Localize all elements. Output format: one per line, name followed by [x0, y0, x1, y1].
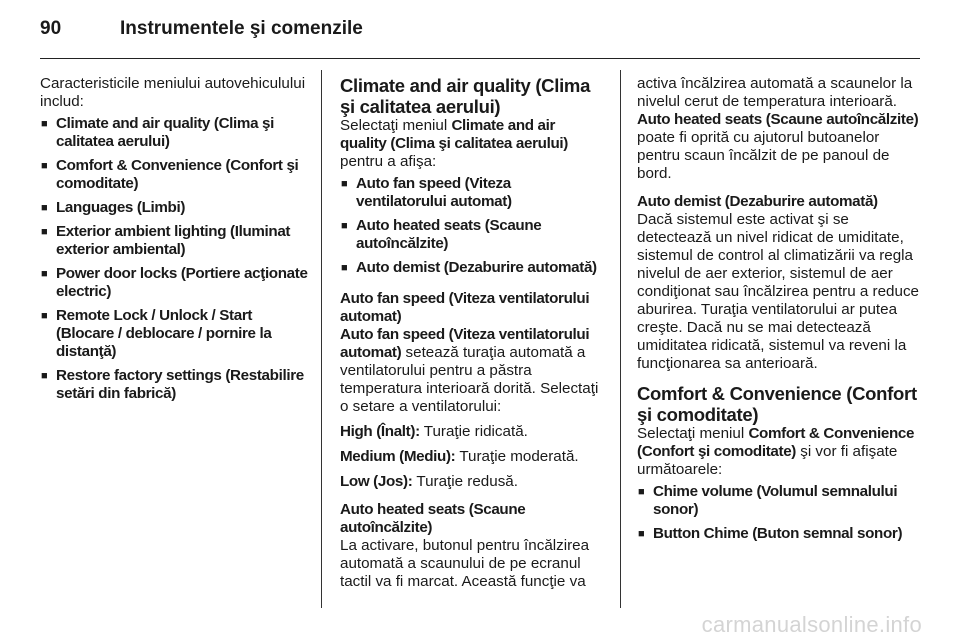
column-divider-2	[620, 70, 621, 608]
menu-name: Climate and air quality (Clima şi calitatea aerului)	[340, 117, 568, 152]
setting-text: Turaţie ridicată.	[419, 423, 528, 440]
text-span: setează turaţia automată a ventilatorului pentru a păstra temperatura interioară dorită. Selectaţi o setare a ventilatorului:	[340, 344, 599, 415]
intro-text: Caracteristicile meniului autovehiculului includ:	[40, 75, 306, 110]
text-span: pentru a afişa:	[340, 153, 437, 170]
text-span: şi vor fi afişate următoarele:	[637, 443, 898, 478]
setting-label: Medium (Mediu):	[340, 448, 456, 465]
setting-medium	[340, 448, 605, 466]
column-2	[340, 75, 605, 591]
fan-speed-text	[340, 326, 605, 416]
menu-name: Comfort & Convenience (Confort şi comoditate)	[637, 425, 915, 460]
column-divider-1	[321, 70, 322, 608]
column-3	[637, 75, 922, 549]
comfort-select-text	[637, 425, 922, 479]
list-item: ■ Auto heated seats (Scaune autoîncălzite)	[340, 217, 605, 253]
list-item: ■ Languages (Limbi)	[40, 199, 308, 217]
climate-list	[340, 175, 605, 277]
list-item: ■ Power door locks (Portiere acţionate electric)	[40, 265, 308, 301]
auto-demist-text: Dacă sistemul este activat şi se detectează un nivel ridicat de umiditate, sistemul de control al climatizării va regla nivelul de aer exterior, sistemul de aer condiţionat sau încălzirea pentru a reduce aburirea. Turaţia ventilatorului ar putea creşte. Dacă nu se mai detectează umiditatea ridicată, sistemul va reveni la funcţionarea sa anterioară.	[637, 211, 919, 372]
list-item: ■ Auto fan speed (Viteza ventilatorului automat)	[340, 175, 605, 211]
subheading-auto-demist: Auto demist (Dezaburire automată)	[637, 193, 878, 210]
list-item: ■ Remote Lock / Unlock / Start (Blocare / deblocare / pornire la distanţă)	[40, 307, 308, 361]
setting-label: High (Înalt):	[340, 423, 420, 440]
text-span: poate fi oprită cu ajutorul butoanelor pentru scaun încălzit de pe panoul de bord.	[637, 129, 890, 182]
list-item: ■ Auto demist (Dezaburire automată)	[340, 259, 605, 277]
list-item: ■ Climate and air quality (Clima şi calitatea aerului)	[40, 115, 308, 151]
subheading-fan-speed: Auto fan speed (Viteza ventilatorului automat)	[340, 290, 590, 325]
climate-select-text	[340, 117, 605, 171]
subheading-heated-seats: Auto heated seats (Scaune autoîncălzite)	[340, 501, 526, 536]
heated-seats-bold: Auto heated seats (Scaune autoîncălzite)	[637, 111, 919, 128]
fan-speed-bold: Auto fan speed (Viteza ventilatorului automat)	[340, 326, 590, 361]
watermark: carmanualsonline.info	[701, 612, 922, 637]
page-header	[40, 18, 363, 48]
section-heading-climate: Climate and air quality (Clima şi calitatea aerului)	[340, 75, 591, 117]
section-heading-comfort: Comfort & Convenience (Confort şi comoditate)	[637, 383, 917, 425]
list-item: ■ Button Chime (Buton semnal sonor)	[637, 525, 922, 543]
setting-text: Turaţie redusă.	[412, 473, 518, 490]
text-span: Selectaţi meniul	[340, 117, 452, 134]
heated-seats-text: La activare, butonul pentru încălzirea automată a scaunului de pe ecranul tactil va fi marcat. Această funcţie va	[340, 537, 590, 590]
text-span: activa încălzirea automată a scaunelor la nivelul cerut de temperatura interioară.	[637, 75, 913, 110]
comfort-list	[637, 483, 922, 543]
header-divider	[40, 58, 920, 59]
text-span: Selectaţi meniul	[637, 425, 749, 442]
menu-feature-list	[40, 115, 308, 403]
page-number: 90	[40, 18, 62, 39]
list-item: ■ Comfort & Convenience (Confort şi comoditate)	[40, 157, 308, 193]
column-1	[40, 75, 308, 409]
list-item: ■ Restore factory settings (Restabilire setări din fabrică)	[40, 367, 308, 403]
setting-low	[340, 473, 605, 491]
page-title: Instrumentele şi comenzile	[120, 18, 363, 39]
setting-label: Low (Jos):	[340, 473, 413, 490]
heated-seats-cont-text	[637, 75, 922, 183]
setting-text: Turaţie moderată.	[455, 448, 579, 465]
list-item: ■ Chime volume (Volumul semnalului sonor)	[637, 483, 922, 519]
list-item: ■ Exterior ambient lighting (Iluminat exterior ambiental)	[40, 223, 308, 259]
setting-high	[340, 423, 605, 441]
